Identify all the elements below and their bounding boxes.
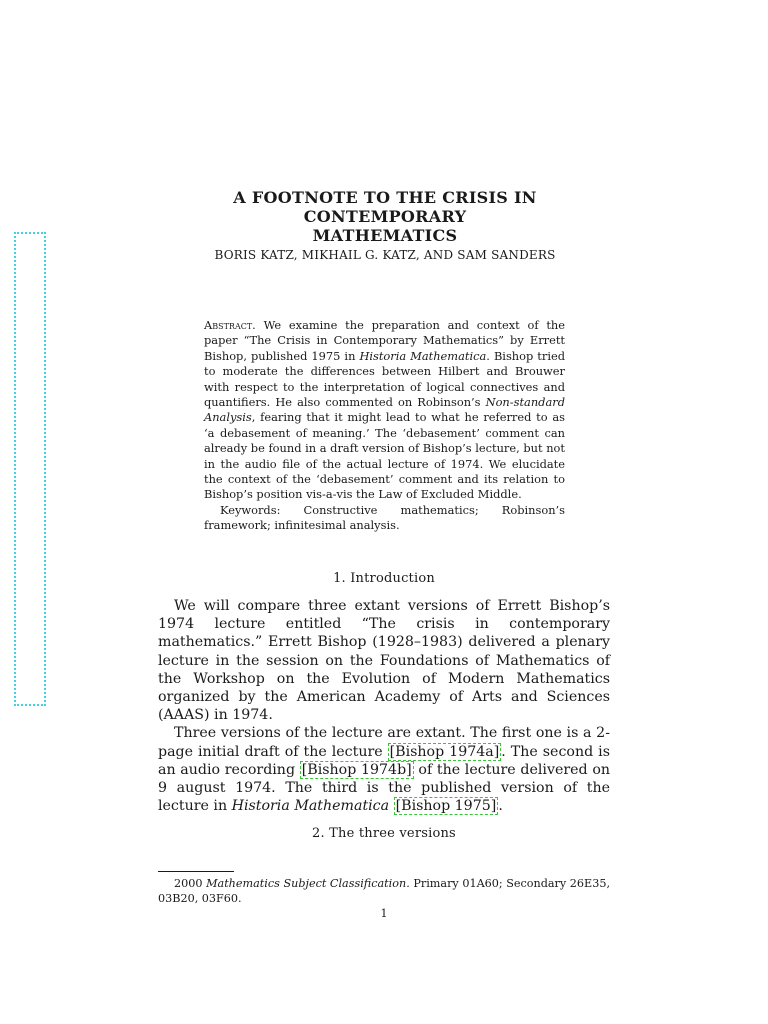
title-line-1: A FOOTNOTE TO THE CRISIS IN CONTEMPORARY: [233, 188, 537, 226]
intro-p2-text-d: .: [498, 798, 503, 815]
title-line-2: MATHEMATICS: [312, 226, 458, 245]
intro-paragraph-2: [158, 724, 610, 815]
intro-p2-text-b: . The second is an audio recording: [158, 743, 610, 778]
abstract-paragraph: [204, 318, 565, 503]
intro-journal: Historia Mathematica: [231, 798, 390, 815]
citation-bishop-1974a[interactable]: [Bishop 1974a]: [389, 743, 500, 760]
footnote-year: 2000: [174, 877, 207, 890]
abstract: [204, 318, 565, 534]
section-heading-three-versions: 2. The three versions: [312, 826, 456, 841]
paper-authors: BORIS KATZ, MIKHAIL G. KATZ, AND SAM SANDERS: [214, 248, 556, 262]
footnote-codes: Primary 01A60; Secondary 26E35, 03B20, 03F60.: [158, 877, 611, 905]
intro-p2-text-c: of the lecture delivered on 9 august 1974. The third is the published version of the lecture in: [158, 761, 610, 815]
section-heading-introduction: 1. Introduction: [333, 571, 435, 586]
arxiv-link-box[interactable]: [14, 232, 46, 706]
abstract-text-1: We examine the preparation and context of the paper “The Crisis in Contemporary Mathematics” by Errett Bishop, published 1975 in: [204, 318, 565, 363]
footnote-msc: [158, 876, 610, 906]
intro-paragraph-1: We will compare three extant versions of Errett Bishop’s 1974 lecture entitled “The crisis in contemporary mathematics.” Errett Bishop (1928–1983) delivered a plenary lecture in the session on the Foundations of Mathematics of the Workshop on the Evolution of Modern Mathematics organized by the American Academy of Arts and Sciences (AAAS) in 1974.: [158, 598, 610, 724]
paper-title: [150, 188, 620, 245]
footnote-rule: [158, 871, 234, 872]
keywords: Keywords: Constructive mathematics; Robinson’s framework; infinitesimal analysis.: [204, 502, 565, 533]
abstract-text-3: , fearing that it might lead to what he referred to as ‘a debasement of meaning.’ The ‘debasement’ comment can already be found in a draft version of Bishop’s lecture, but not in the audio file of the actual lecture of 1974. We elucidate the context of the ‘debasement’ comment and its relation to Bishop’s position vis-a-vis the Law of Excluded Middle.: [204, 410, 565, 502]
abstract-journal: Historia Mathematica: [359, 348, 487, 363]
citation-bishop-1974b[interactable]: [Bishop 1974b]: [301, 761, 412, 778]
introduction-body: [158, 597, 610, 815]
page-number: 1: [380, 907, 388, 920]
abstract-text-2: . Bishop tried to moderate the differences between Hilbert and Brouwer with respect to the interpretation of logical connectives and quantifiers. He also commented on Robinson’s: [204, 348, 566, 410]
intro-p2-text-a: Three versions of the lecture are extant. The first one is a 2-page initial draft of the lecture: [158, 725, 610, 760]
footnote-msc-label: Mathematics Subject Classification.: [206, 877, 410, 890]
abstract-book: Non-standard Analysis: [204, 395, 565, 425]
citation-bishop-1975[interactable]: [Bishop 1975]: [395, 798, 497, 815]
abstract-label: Abstract.: [204, 318, 256, 332]
